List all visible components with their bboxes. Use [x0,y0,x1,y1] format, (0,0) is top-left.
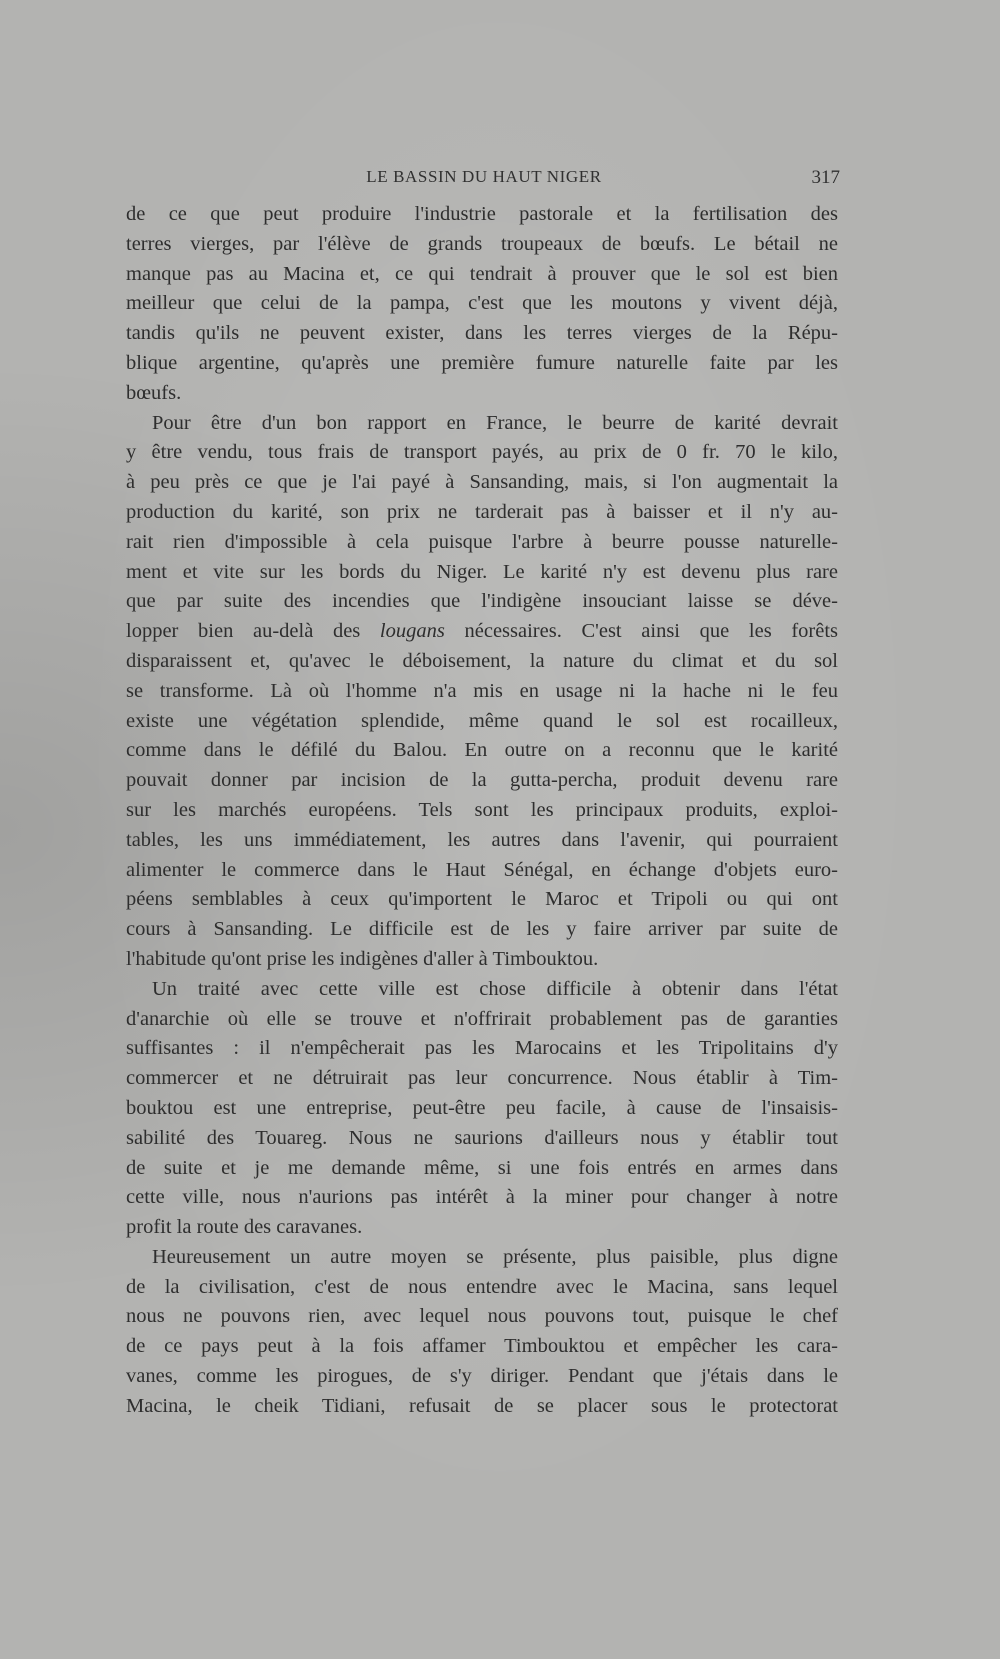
text-line: de la civilisation, c'est de nous entendre avec le Macina, sans lequel [126,1275,838,1298]
text-line: Macina, le cheik Tidiani, refusait de se placer sous le protectorat [126,1394,838,1417]
text-line: que par suite des incendies que l'indigène insouciant laisse se déve- [126,590,838,613]
text-line: alimenter le commerce dans le Haut Sénégal, en échange d'objets euro- [126,858,838,881]
text-line: à peu près ce que je l'ai payé à Sansanding, mais, si l'on augmentait la [126,471,838,494]
text-line: de ce pays peut à la fois affamer Timbouktou et empêcher les cara- [126,1335,838,1358]
text-line: se transforme. Là où l'homme n'a mis en usage ni la hache ni le feu [126,679,838,702]
text-line: sabilité des Touareg. Nous ne saurions d'ailleurs nous y établir tout [126,1126,838,1149]
text-line: Pour être d'un bon rapport en France, le beurre de karité devrait [152,411,838,434]
text-line: pouvait donner par incision de la gutta-percha, produit devenu rare [126,769,838,792]
text-line: bœufs. [126,381,182,404]
text-line: Un traité avec cette ville est chose difficile à obtenir dans l'état [152,977,838,1000]
text-line: d'anarchie où elle se trouve et n'offrirait probablement pas de garanties [126,1007,838,1030]
text-line: profit la route des caravanes. [126,1216,363,1239]
text-line: terres vierges, par l'élève de grands troupeaux de bœufs. Le bétail ne [126,232,838,255]
text-line: de ce que peut produire l'industrie pastorale et la fertilisation des [126,203,838,225]
text-line: disparaissent et, qu'avec le déboisement, la nature du climat et du sol [126,649,838,672]
text-line: ment et vite sur les bords du Niger. Le karité n'y est devenu plus rare [126,560,838,583]
running-title: LE BASSIN DU HAUT NIGER [366,167,602,186]
text-line: y être vendu, tous frais de transport payés, au prix de 0 fr. 70 le kilo, [126,441,838,464]
paragraph [126,200,838,409]
text-line: l'habitude qu'ont prise les indigènes d'aller à Timbouktou. [126,947,599,970]
text-line: vanes, comme les pirogues, de s'y diriger. Pendant que j'étais dans le [126,1365,838,1388]
text-line: comme dans le défilé du Balou. En outre on a reconnu que le karité [126,739,838,762]
text-line: blique argentine, qu'après une première fumure naturelle faite par les [126,351,838,374]
paragraph [126,975,838,1243]
text-line: meilleur que celui de la pampa, c'est que les moutons y vivent déjà, [126,292,838,315]
text-line: rait rien d'impossible à cela puisque l'arbre à beurre pousse naturelle- [126,530,838,553]
running-head [128,167,840,191]
text-line: péens semblables à ceux qu'importent le Maroc et Tripoli ou qui ont [126,888,838,911]
page-number: 317 [811,167,840,188]
text-line: suffisantes : il n'empêcherait pas les Marocains et les Tripolitains d'y [126,1037,838,1060]
text-line: tandis qu'ils ne peuvent exister, dans les terres vierges de la Répu- [126,322,838,345]
text-line: manque pas au Macina et, ce qui tendrait à prouver que le sol est bien [126,262,838,285]
text-line: nous ne pouvons rien, avec lequel nous pouvons tout, puisque le chef [126,1305,838,1328]
text-line: existe une végétation splendide, même quand le sol est rocailleux, [126,709,838,732]
body-text [126,200,838,1422]
text-line: sur les marchés européens. Tels sont les principaux produits, exploi- [126,798,838,821]
paragraph [126,409,838,975]
paragraph [126,1243,838,1422]
text-line: bouktou est une entreprise, peut-être peu facile, à cause de l'insaisis- [126,1096,838,1119]
text-line: de suite et je me demande même, si une fois entrés en armes dans [126,1156,838,1179]
text-line: cette ville, nous n'aurions pas intérêt à la miner pour changer à notre [126,1186,838,1209]
text-line: production du karité, son prix ne tarderait pas à baisser et il n'y au- [126,500,838,523]
text-line: lopper bien au-delà des lougans nécessaires. C'est ainsi que les forêts [126,620,838,643]
text-line: Heureusement un autre moyen se présente, plus paisible, plus digne [152,1245,838,1268]
text-line: tables, les uns immédiatement, les autres dans l'avenir, qui pourraient [126,828,838,851]
text-line: cours à Sansanding. Le difficile est de les y faire arriver par suite de [126,918,838,941]
text-line: commercer et ne détruirait pas leur concurrence. Nous établir à Tim- [126,1067,838,1090]
